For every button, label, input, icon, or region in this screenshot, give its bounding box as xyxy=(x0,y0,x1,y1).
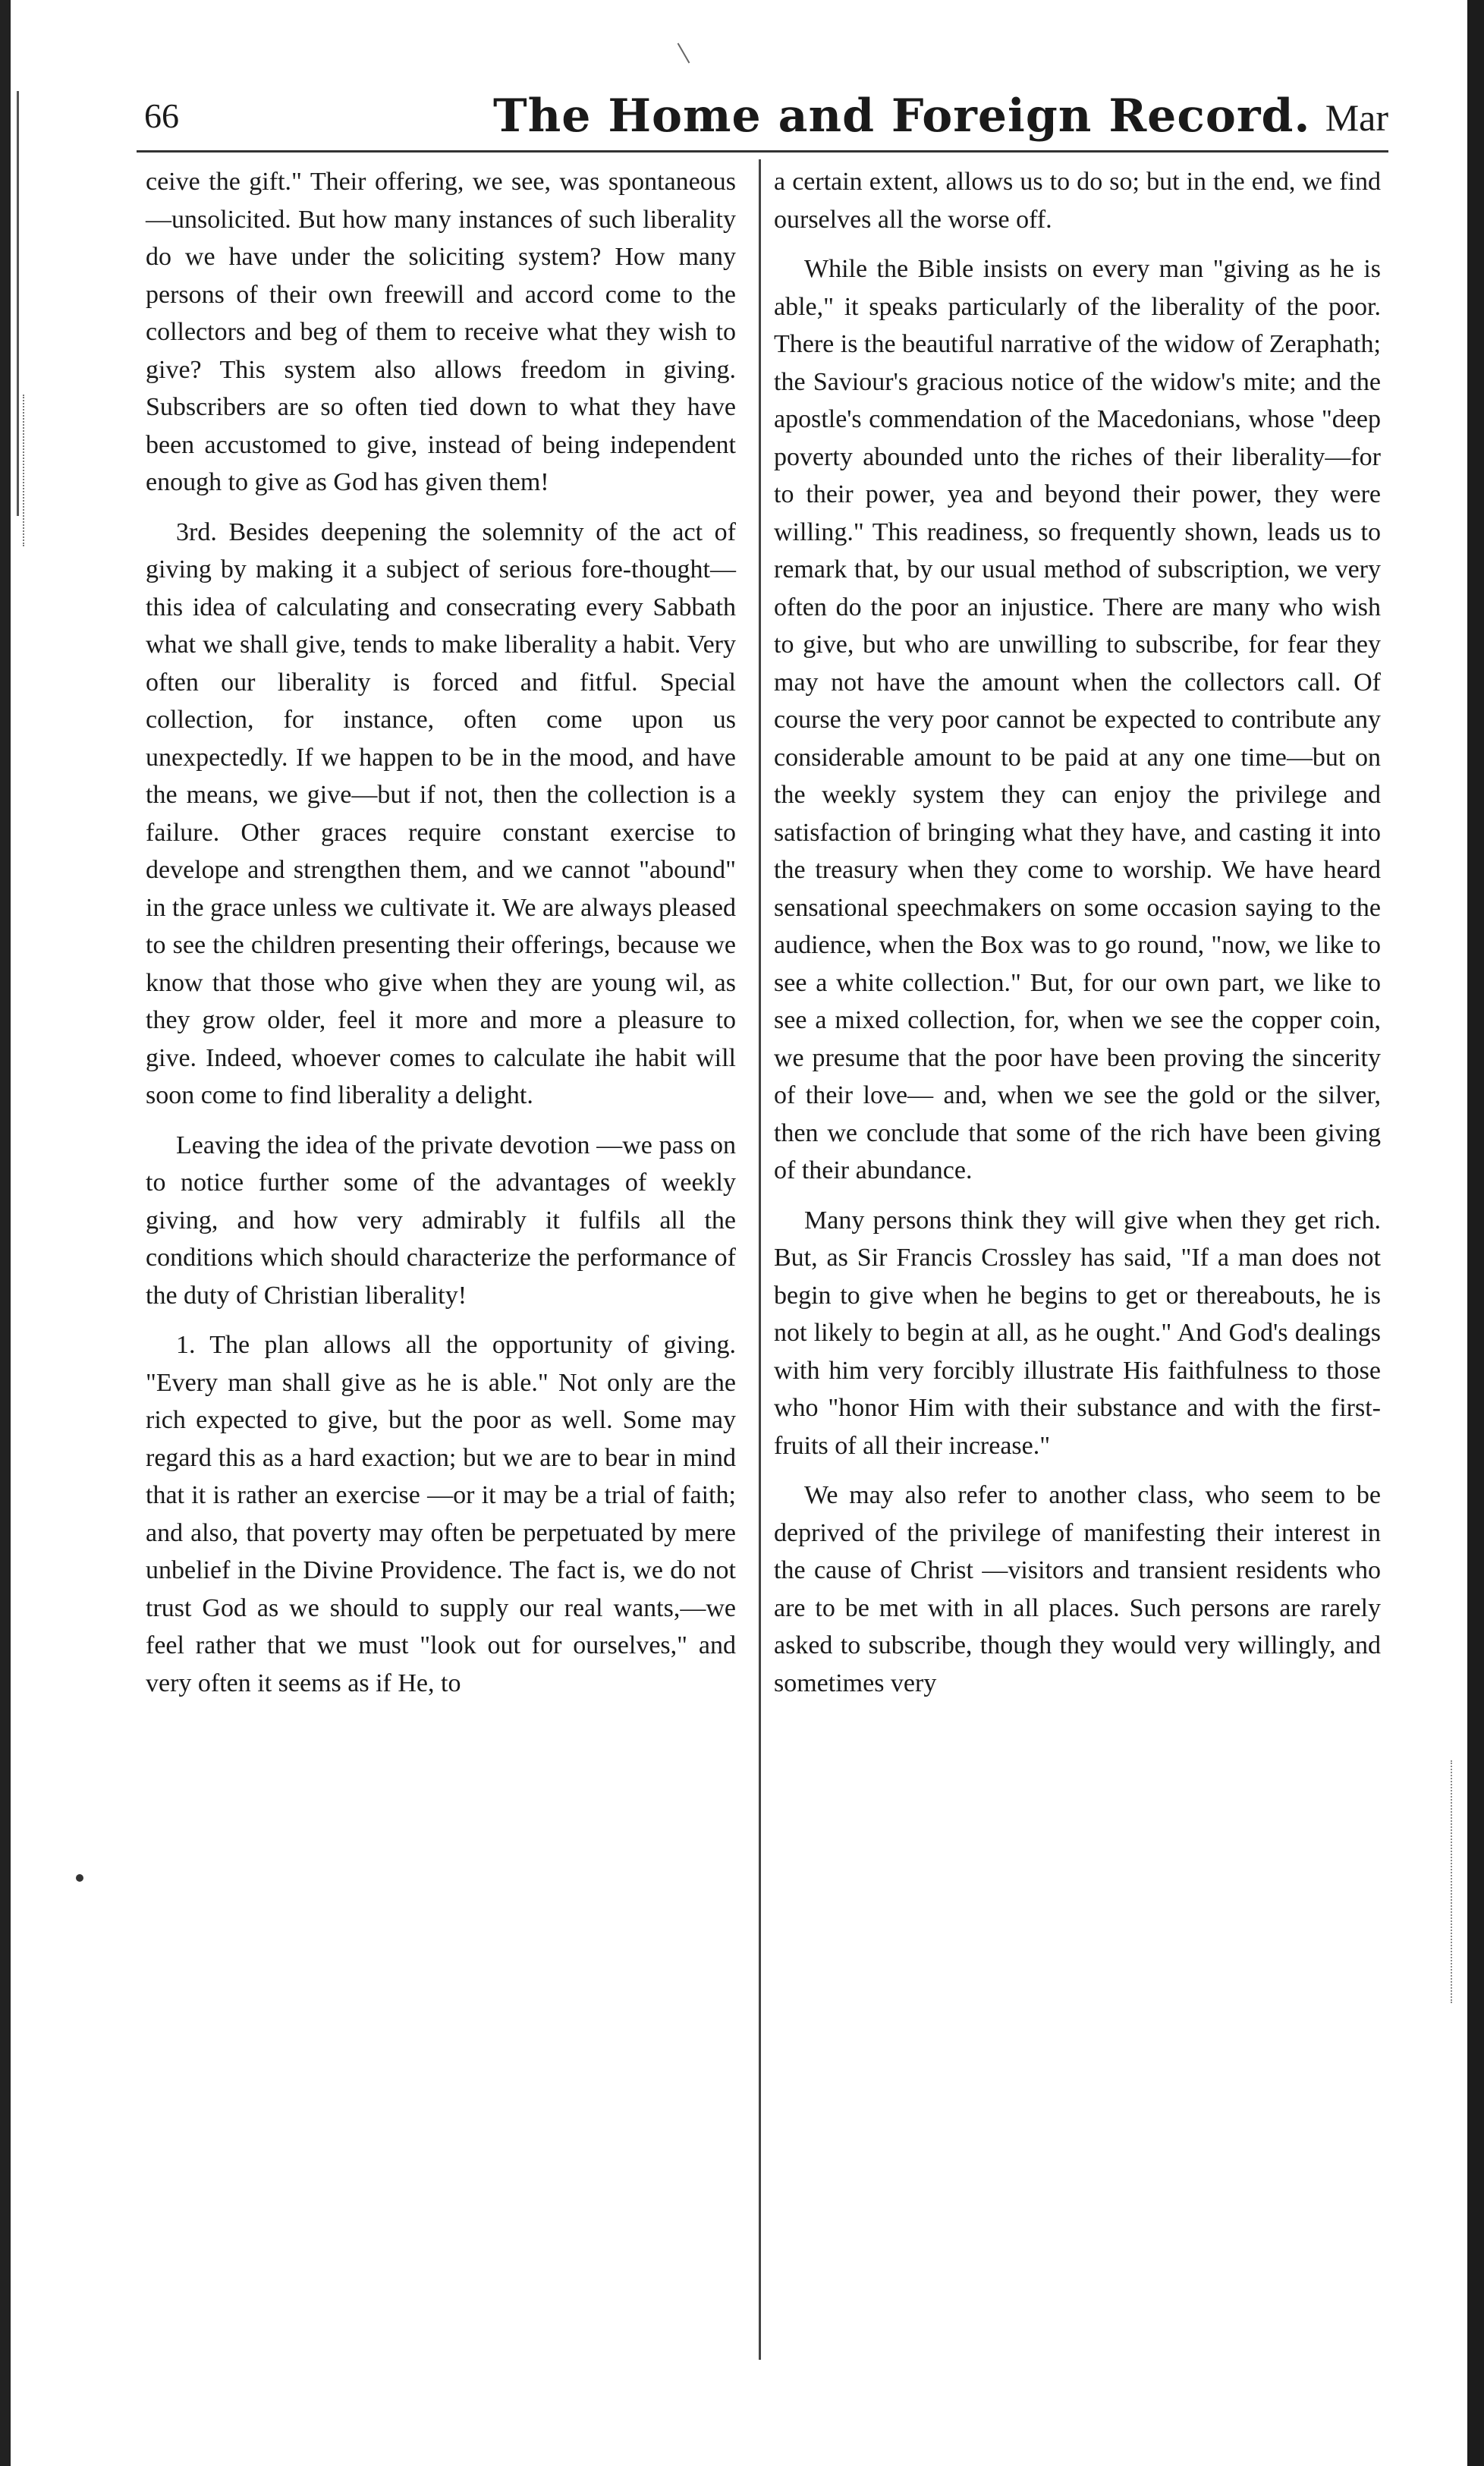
right-paragraph-2: While the Bible insists on every man "giving as he is able," it speaks particularly of the liberality of the poor. There is the beautiful narrative of the widow of Zeraphath; the Saviour's gracious notice of the widow's mite; and the apostle's commendation of the Macedonians, whose "deep poverty abounded unto the riches of their liberality—for to their power, yea and beyond their power, they were willing." This readiness, so frequently shown, leads us to remark that, by our usual method of subscription, we very often do the poor an injustice. There are many who wish to give, but who are unwilling to subscribe, for fear they may not have the amount when the collectors call. Of course the very poor cannot be expected to contribute any considerable amount to be paid at any one time—but on the weekly system they can enjoy the privilege and satisfaction of bringing what they have, and casting it into the treasury when they come to worship. We have heard sensational speechmakers on some occasion saying to the audience, when the Box was to go round, "now, we like to see a white collection." But, for our own part, we like to see a mixed collection, for, when we see the copper coin, we presume that the poor have been proving the sincerity of their love— and, when we see the gold or the silver, then we conclude that some of the rich have been giving of their abundance. xyxy=(774,255,1381,1184)
right-paragraph-1: a certain extent, allows us to do so; but in the end, we find ourselves all the worse off. xyxy=(774,168,1381,234)
left-paragraph-2: 3rd. Besides deepening the solemnity of the act of giving by making it a subject of serious fore-thought—this idea of calculating and consecrating every Sabbath what we shall give, tends to make liberality a habit. Very often our liberality is forced and fitful. Special collection, for instance, often come upon us unexpectedly. If we happen to be in the mood, and have the means, we give—but if not, then the collection is a failure. Other graces require constant exercise to develope and strengthen them, and we cannot "abound" in the grace unless we cultivate it. We are always pleased to see the children presenting their offerings, because we know that those who give when they are young wil, as they grow older, feel it more and more a pleasure to give. Indeed, whoever comes to calculate ihe habit will soon come to find liberality a delight. xyxy=(146,517,736,1109)
running-header xyxy=(137,90,1388,150)
page-number: 66 xyxy=(144,96,179,135)
right-edge-dots xyxy=(1451,1760,1454,2003)
left-paragraph-1: ceive the gift." Their offering, we see, was spontaneous—unsolicited. But how many instances of such liberality do we have under the soliciting system? How many persons of their own freewill and accord come to the collectors and beg of them to receive what they wish to give? This system also allows freedom in giving. Subscribers are so often tied down to what they have been accustomed to give, instead of being independent enough to give as God has given them! xyxy=(146,168,736,496)
left-edge-line xyxy=(17,91,19,516)
left-page-edge xyxy=(0,0,11,2466)
right-page-edge xyxy=(1467,0,1484,2466)
stray-mark xyxy=(678,43,690,64)
left-paragraph-3: Leaving the idea of the private devotion —we pass on to notice further some of the advantages of weekly giving, and how very admirably it fulfils all the conditions which should characterize the performance of the duty of Christian liberality! xyxy=(146,1131,736,1310)
right-paragraph-3: Many persons think they will give when they get rich. But, as Sir Francis Crossley has said, "If a man does not begin to give when he begins to get or thereabouts, he is not likely to begin at all, as he ought." And God's dealings with him very forcibly illustrate His faithfulness to those who "honor Him with their substance and with the first-fruits of all their increase." xyxy=(774,1206,1381,1460)
left-edge-dots xyxy=(23,395,26,546)
header-rule xyxy=(137,150,1388,153)
stray-dot xyxy=(76,1874,83,1882)
running-month: Mar xyxy=(1325,96,1388,139)
left-column xyxy=(146,163,736,1702)
left-paragraph-4: 1. The plan allows all the opportunity of giving. "Every man shall give as he is able." Not only are the rich expected to give, but the poor as well. Some may regard this as a hard exaction; but we are to bear in mind that it is rather an exercise —or it may be a trial of faith; and also, that poverty may often be perpetuated by mere unbelief in the Divine Providence. The fact is, we do not trust God as we should to supply our real wants,—we feel rather that we must "look out for ourselves," and very often it seems as if He, to xyxy=(146,1331,736,1697)
running-title: The Home and Foreign Record. xyxy=(493,90,1311,143)
right-column xyxy=(774,163,1381,1702)
column-divider xyxy=(759,159,761,2360)
right-paragraph-4: We may also refer to another class, who seem to be deprived of the privilege of manifesting their interest in the cause of Christ —visitors and transient residents who are to be met with in all places. Such persons are rarely asked to subscribe, though they would very willingly, and sometimes very xyxy=(774,1481,1381,1697)
